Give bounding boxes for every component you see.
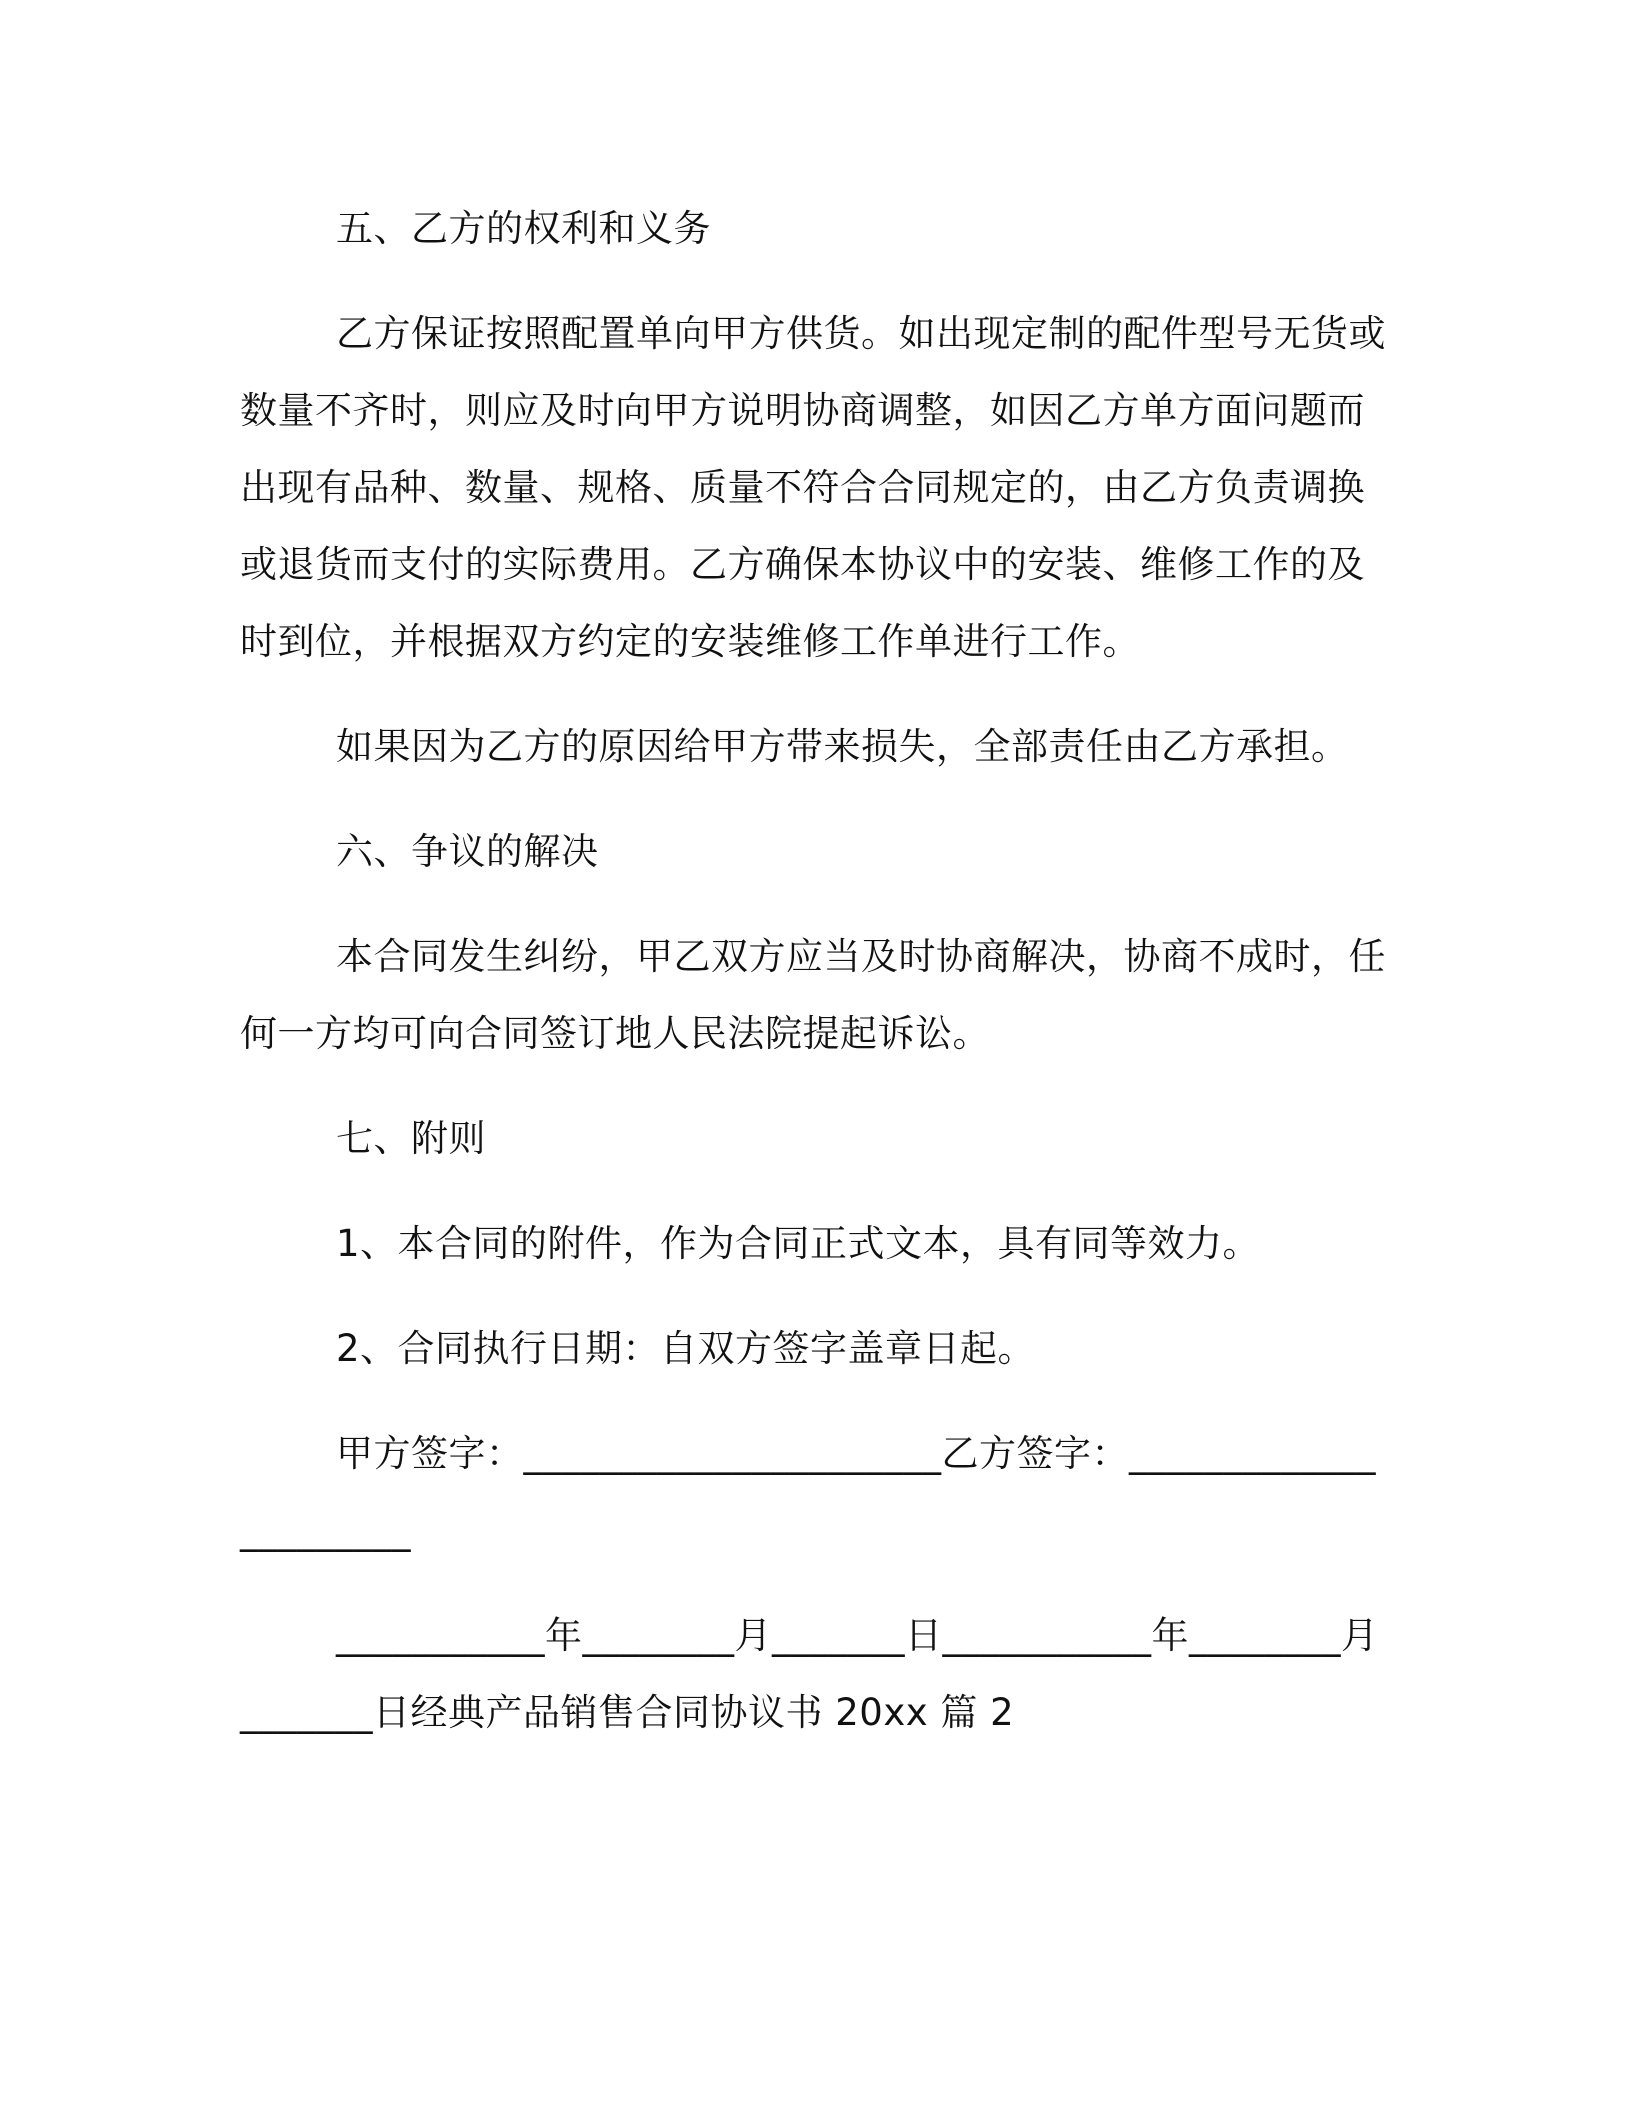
document-body — [240, 190, 1390, 1779]
section-heading-6: 六、争议的解决 — [336, 830, 599, 873]
paragraph-5-2: 如果因为乙方的原因给甲方带来损失，全部责任由乙方承担。 — [336, 725, 1349, 768]
paragraph-7-1: 1、本合同的附件，作为合同正式文本，具有同等效力。 — [336, 1222, 1261, 1265]
paragraph-7-2: 2、合同执行日期：自双方签字盖章日起。 — [336, 1327, 1036, 1370]
date-line: ___________年________月_______日___________年________月_______日经典产品销售合同协议书 20xx 篇 2 — [240, 1614, 1379, 1734]
paragraph-5-1: 乙方保证按照配置单向甲方供货。如出现定制的配件型号无货或数量不齐时，则应及时向甲方说明协商调整，如因乙方单方面问题而出现有品种、数量、规格、质量不符合合同规定的，由乙方负责调换或退货而支付的实际费用。乙方确保本协议中的安装、维修工作的及时到位，并根据双方约定的安装维修工作单进行工作。 — [240, 312, 1386, 663]
signature-line: 甲方签字：______________________乙方签字：______________________ — [240, 1432, 1376, 1552]
section-heading-5: 五、乙方的权利和义务 — [336, 207, 711, 250]
paragraph-6-1: 本合同发生纠纷，甲乙双方应当及时协商解决，协商不成时，任何一方均可向合同签订地人民法院提起诉讼。 — [240, 935, 1386, 1055]
section-heading-7: 七、附则 — [336, 1117, 486, 1160]
